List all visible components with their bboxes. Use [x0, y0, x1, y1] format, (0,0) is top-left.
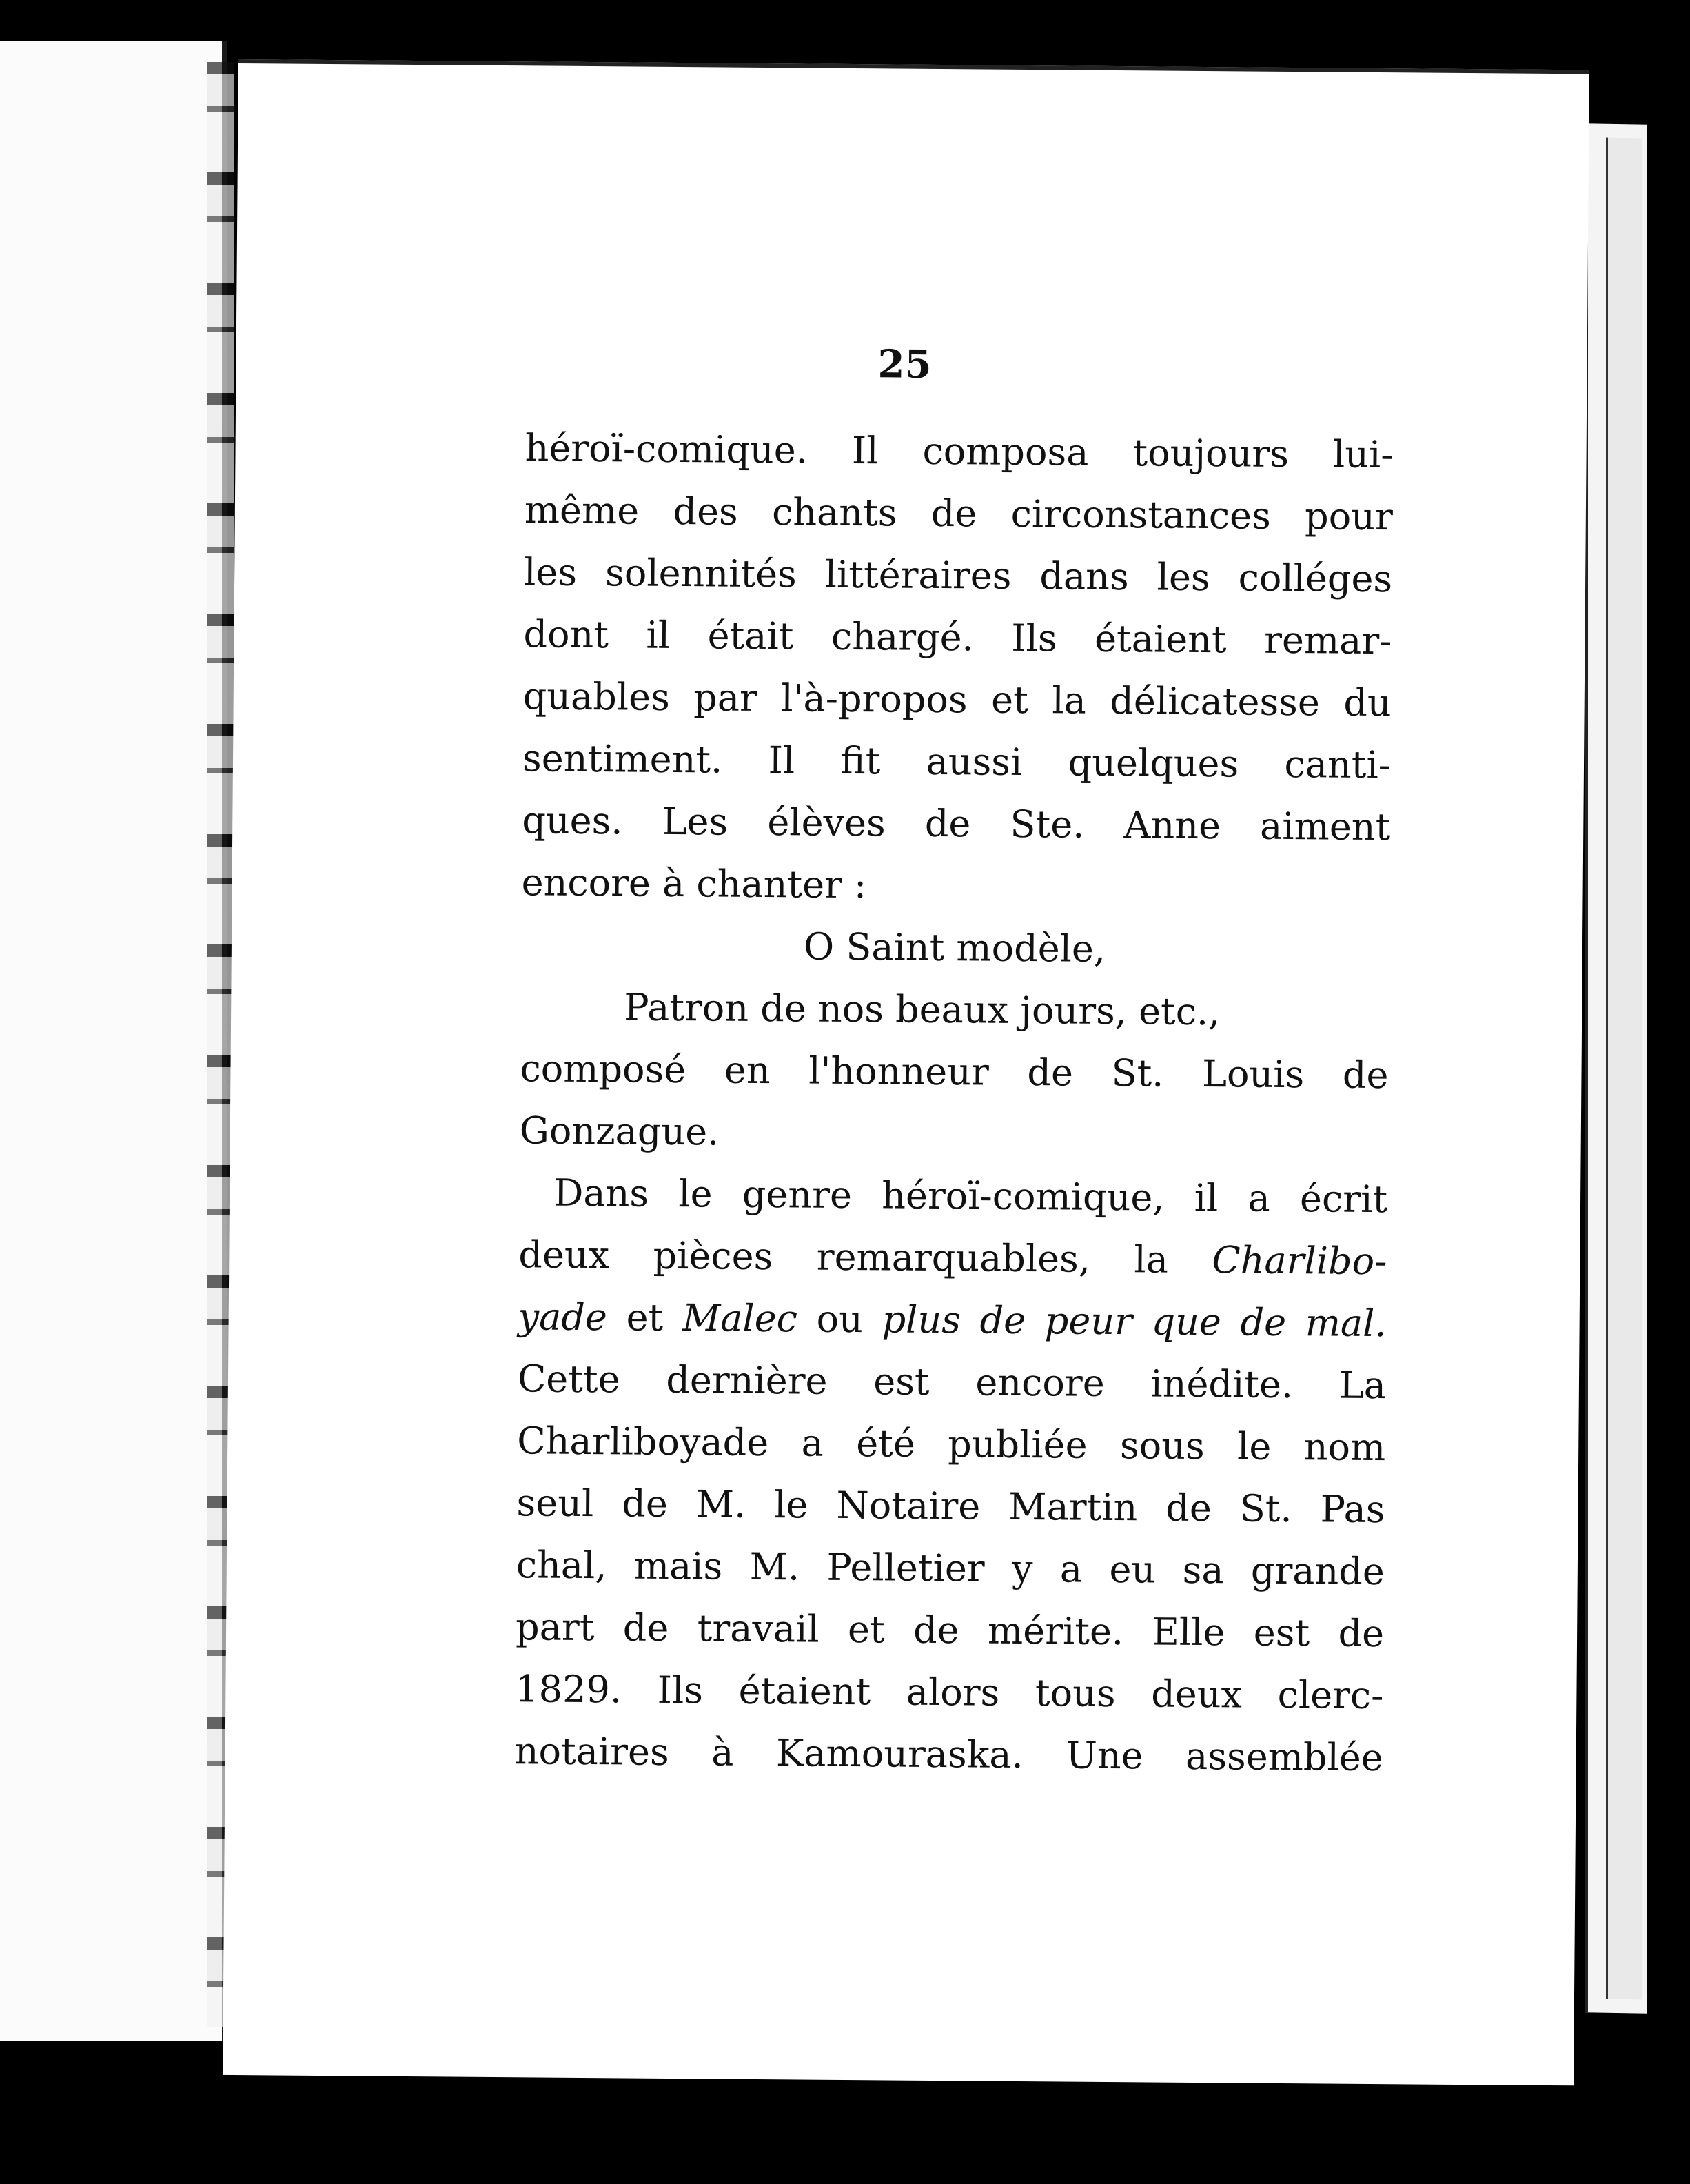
text-line: ques. Les élèves de Ste. Anne aiment: [522, 798, 1391, 849]
verse-line: Patron de nos beaux jours, etc.,: [623, 985, 1221, 1034]
text-line: part de travail et de mérite. Elle est de: [515, 1605, 1385, 1656]
italic-title: plus de peur que de mal.: [882, 1297, 1387, 1346]
text-line: chal, mais M. Pelletier y a eu sa grande: [516, 1543, 1385, 1594]
italic-title: yade: [518, 1295, 608, 1339]
text-line: dont il était chargé. Ils étaient remar-: [523, 612, 1392, 663]
italic-title: Charlibo-: [1212, 1238, 1387, 1284]
verse-line: O Saint modèle,: [803, 924, 1106, 971]
text-line: Cette dernière est encore inédite. La: [517, 1357, 1387, 1408]
text-line: 1829. Ils étaient alors tous deux clerc-: [515, 1667, 1384, 1718]
italic-title: Malec: [682, 1296, 798, 1341]
page-number: 25: [877, 341, 932, 387]
book-page: [223, 59, 1589, 2085]
text-line: Gonzague.: [519, 1109, 720, 1154]
text-segment: deux pièces remarquables, la: [518, 1233, 1212, 1282]
facing-page-left: [0, 41, 227, 2041]
text-segment: ou: [797, 1297, 882, 1342]
text-line: sentiment. Il fit aussi quelques canti-: [522, 736, 1392, 787]
text-line: quables par l'à-propos et la délicatesse du: [522, 674, 1392, 725]
text-line: [518, 1286, 1387, 1355]
text-line: Charliboyade a été publiée sous le nom: [517, 1419, 1386, 1470]
text-line: composé en l'honneur de St. Louis de: [520, 1046, 1389, 1098]
paragraph-first-line: Dans le genre héroï-comique, il a écrit: [553, 1171, 1388, 1222]
body-text: [514, 417, 1394, 1789]
text-line: [518, 1224, 1387, 1293]
text-line: seul de M. le Notaire Martin de St. Pas: [516, 1481, 1385, 1532]
text-line: les solennités littéraires dans les colléges: [523, 550, 1393, 601]
text-line: encore à chanter :: [521, 860, 867, 907]
text-line: même des chants de circonstances pour: [524, 488, 1394, 539]
text-line: héroï-comique. Il composa toujours lui-: [525, 426, 1394, 477]
text-line: notaires à Kamouraska. Une assemblée: [514, 1729, 1383, 1780]
text-segment: et: [607, 1295, 683, 1340]
page-edge-stack-inner: [1606, 138, 1642, 2000]
